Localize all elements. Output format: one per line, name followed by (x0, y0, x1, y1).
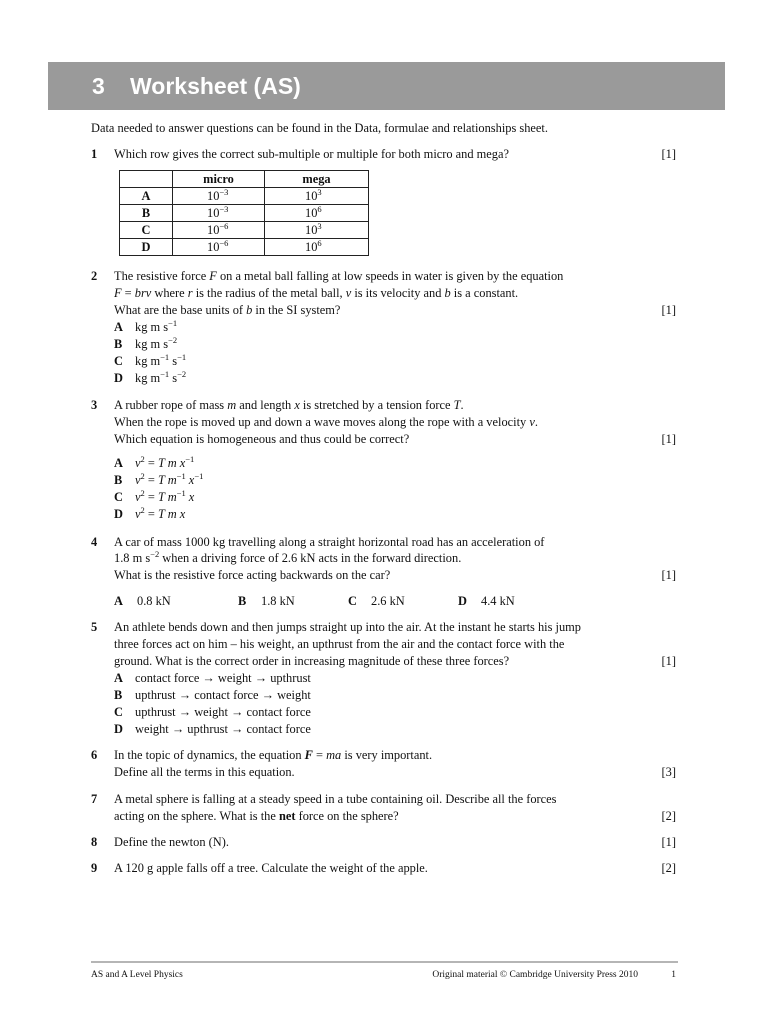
question-text-line: A rubber rope of mass m and length x is stretched by a tension force T. (114, 398, 464, 412)
table-cell: $10^6$ (265, 205, 369, 222)
question-number: 7 (91, 792, 98, 806)
footer-left: AS and A Level Physics (91, 970, 183, 980)
table-header-row (120, 171, 369, 188)
option-c: C kg $m^{-1}$ $s^{-1}$ (114, 351, 187, 368)
chapter-number: 3 (92, 73, 105, 99)
question-text-line: ground. What is the correct order in increasing magnitude of these three forces? (114, 654, 510, 668)
table-cell: $10^3$ (265, 188, 369, 205)
option-b: B upthrust → contact force → weight (114, 688, 311, 702)
marks: [1] (661, 432, 676, 446)
question-text-line: The resistive force F on a metal ball falling at low speeds in water is given by the equation (114, 269, 564, 283)
question-text-line: A car of mass 1000 kg travelling along a straight horizontal road has an acceleration of (114, 535, 545, 549)
table-row (120, 222, 369, 239)
marks: [3] (661, 765, 676, 779)
option-c: C upthrust → weight → contact force (114, 705, 311, 719)
row-label: C (120, 222, 173, 239)
question-number: 2 (91, 269, 98, 283)
option-a: A kg m $s^{-1}$ (114, 317, 178, 334)
table-row (120, 188, 369, 205)
question-text-line: Define all the terms in this equation. (114, 765, 295, 779)
question-text-line: 1.8 m $s^{-2}$ when a driving force of 2.6 kN acts in the forward direction. (114, 548, 462, 565)
table-cell: $10^{-6}$ (173, 222, 265, 239)
footer-rule (91, 961, 678, 963)
table-cell: $10^{-3}$ (173, 205, 265, 222)
question-text: Define the newton (N). (114, 835, 229, 849)
table-header: micro (173, 171, 265, 188)
question-number: 4 (91, 535, 98, 549)
question-text-line: What is the resistive force acting backwards on the car? (114, 568, 391, 582)
question-number: 8 (91, 835, 98, 849)
option-a: A $v^2 = T$ m $x^{-1}$ (114, 453, 195, 470)
question-text-line: What are the base units of b in the SI system? (114, 303, 341, 317)
marks: [1] (661, 147, 676, 161)
row-label: A (120, 188, 173, 205)
marks: [1] (661, 835, 676, 849)
question-text-line: When the rope is moved up and down a wave moves along the rope with a velocity v. (114, 415, 538, 429)
option-c: C 2.6 kN (348, 594, 405, 608)
table-cell: $10^{-3}$ (173, 188, 265, 205)
question-number: 5 (91, 620, 98, 634)
question-text-line: In the topic of dynamics, the equation F = ma is very important. (114, 748, 433, 762)
question-text-line: Which equation is homogeneous and thus could be correct? (114, 432, 410, 446)
marks: [1] (661, 303, 676, 317)
question-text-line: A metal sphere is falling at a steady speed in a tube containing oil. Describe all the forces (114, 792, 557, 806)
table-row (120, 205, 369, 222)
question-number: 1 (91, 147, 98, 161)
footer-copyright: Original material © Cambridge University Press 2010 (432, 970, 638, 980)
marks: [2] (661, 861, 676, 875)
question-text-line: acting on the sphere. What is the net force on the sphere? (114, 809, 399, 823)
intro-text: Data needed to answer questions can be found in the Data, formulae and relationships sheet. (91, 121, 548, 135)
option-d: D $v^2 = T$ m x (114, 504, 186, 521)
units-table (119, 170, 369, 256)
option-b: B kg m $s^{-2}$ (114, 334, 178, 351)
option-a: A 0.8 kN (114, 594, 171, 608)
table-cell: $10^3$ (265, 222, 369, 239)
option-b: B $v^2 = T$ $m^{-1}$ $x^{-1}$ (114, 470, 204, 487)
marks: [2] (661, 809, 676, 823)
row-label: D (120, 239, 173, 256)
option-c: C $v^2 = T$ $m^{-1}$ x (114, 487, 195, 504)
question-text-line: F = brv where r is the radius of the metal ball, v is its velocity and b is a constant. (114, 286, 519, 300)
worksheet-title: Worksheet (AS) (130, 73, 301, 99)
marks: [1] (661, 654, 676, 668)
table-row (120, 239, 369, 256)
option-d: D weight → upthrust → contact force (114, 722, 311, 736)
table-cell: $10^{-6}$ (173, 239, 265, 256)
option-d: D kg $m^{-1}$ $s^{-2}$ (114, 368, 187, 385)
marks: [1] (661, 568, 676, 582)
question-number: 9 (91, 861, 98, 875)
option-a: A contact force → weight → upthrust (114, 671, 311, 685)
option-b: B 1.8 kN (238, 594, 295, 608)
table-cell: $10^6$ (265, 239, 369, 256)
question-number: 3 (91, 398, 98, 412)
question-text-line: An athlete bends down and then jumps straight up into the air. At the instant he starts his jump (114, 620, 581, 634)
question-text: Which row gives the correct sub-multiple or multiple for both micro and mega? (114, 147, 510, 161)
table-header: mega (265, 171, 369, 188)
question-text: A 120 g apple falls off a tree. Calculate the weight of the apple. (114, 861, 428, 875)
row-label: B (120, 205, 173, 222)
table-header (120, 171, 173, 188)
page-number: 1 (671, 970, 676, 980)
worksheet-header (48, 62, 725, 110)
question-text-line: three forces act on him – his weight, an upthrust from the air and the contact force with the (114, 637, 565, 651)
option-d: D 4.4 kN (458, 594, 515, 608)
question-number: 6 (91, 748, 98, 762)
